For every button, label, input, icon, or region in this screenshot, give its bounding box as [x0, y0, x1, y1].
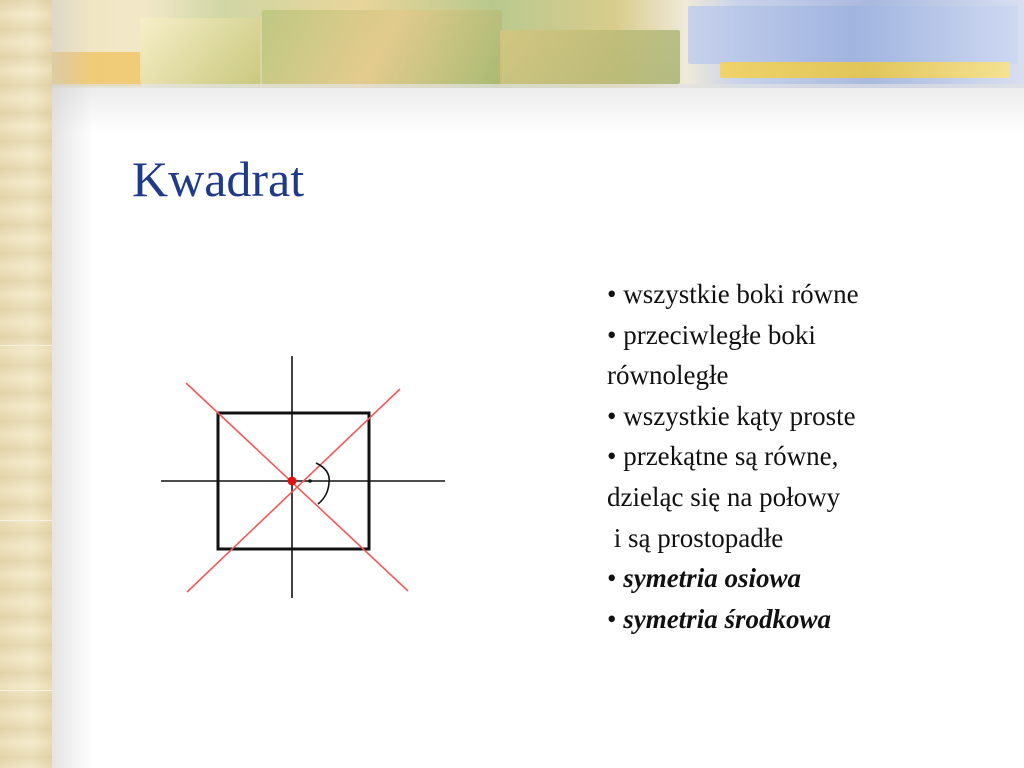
property-list — [607, 274, 1017, 639]
bullet-central-symmetry — [607, 599, 1017, 640]
bullet-line: • przekątne są równe, — [607, 441, 839, 472]
bullet-line: • wszystkie boki równe — [607, 279, 859, 309]
strip-divider — [0, 345, 52, 346]
bullet-line: dzieląc się na połowy — [607, 481, 841, 512]
bullet-marker: • — [607, 563, 624, 594]
bullet-emphasis: symetria środkowa — [623, 603, 831, 634]
left-shadow — [52, 0, 92, 768]
square-diagram — [111, 350, 451, 626]
banner-leaf-patch — [500, 30, 680, 84]
bullet-marker: • — [607, 603, 624, 634]
bullet-diagonals — [607, 436, 1017, 558]
center-point — [288, 477, 297, 486]
bullet-axial-symmetry — [607, 558, 1017, 599]
banner-leaf-patch — [262, 10, 502, 84]
strip-divider — [0, 520, 52, 521]
bullet-line: • wszystkie kąty proste — [607, 400, 856, 431]
banner-wheat-patch — [720, 62, 1010, 78]
bullet-opposite-sides-parallel — [607, 315, 1017, 396]
strip-divider — [0, 690, 52, 691]
square-figure — [111, 350, 451, 626]
banner-leaf-patch — [140, 18, 260, 84]
bullet-line: i są prostopadłe — [607, 522, 784, 553]
top-decorative-banner — [0, 0, 1024, 88]
bullet-emphasis: symetria osiowa — [623, 563, 801, 594]
angle-dot — [308, 479, 312, 483]
bullet-line: • przeciwległe boki — [607, 319, 816, 350]
slide-title: Kwadrat — [132, 151, 305, 207]
angle-arc — [316, 463, 329, 504]
bullet-right-angles — [607, 396, 1017, 437]
banner-sky-patch — [688, 6, 1018, 64]
bullet-all-sides-equal — [607, 274, 1017, 315]
banner-shadow — [0, 84, 1024, 134]
left-parchment-strip — [0, 0, 52, 768]
bullet-line: równoległe — [607, 360, 729, 391]
